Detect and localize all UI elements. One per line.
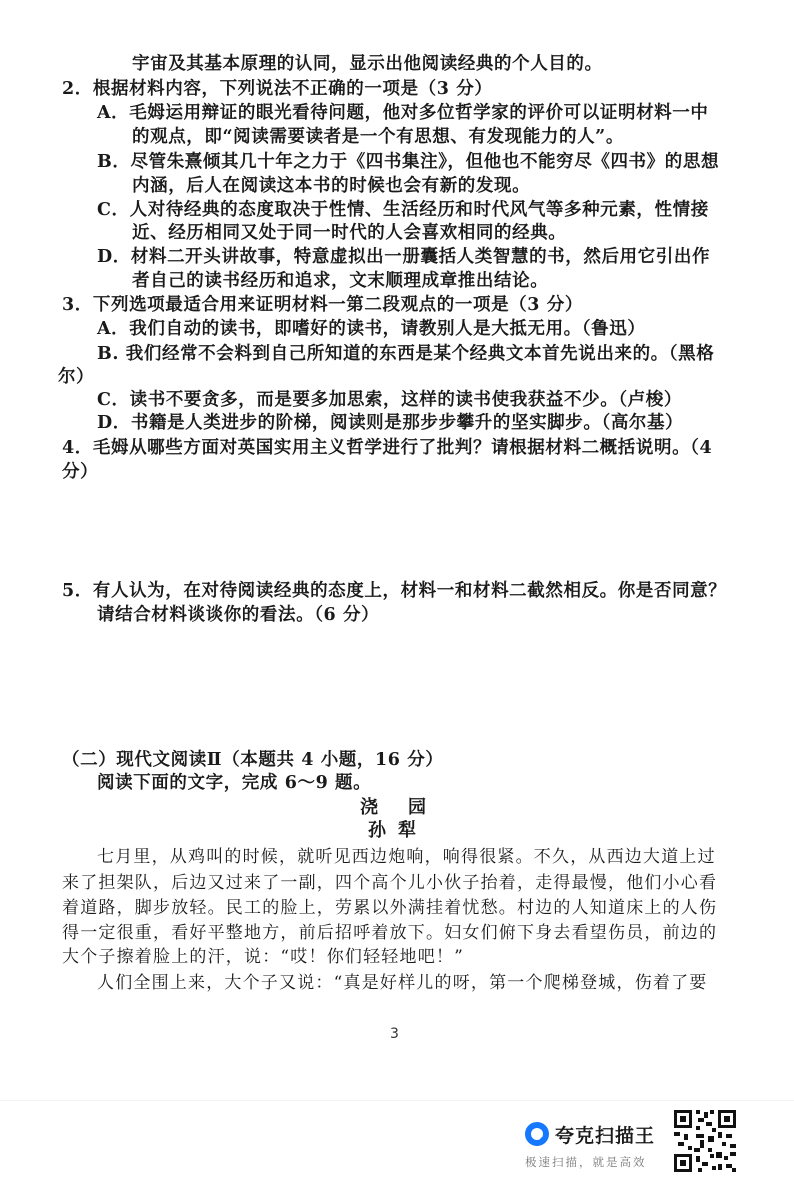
option-a: A．毛姆运用辩证的眼光看待问题，他对多位哲学家的评价可以证明材料一中 bbox=[97, 103, 709, 123]
story-line: 大个子擦着脸上的汗，说：“哎！你们轻轻地吧！” bbox=[62, 947, 464, 967]
option-c-cont: 近、经历相同又处于同一时代的人会喜欢相同的经典。 bbox=[132, 223, 567, 243]
option-c: C．读书不要贪多，而是要多加思索，这样的读书使我获益不少。（卢梭） bbox=[97, 390, 682, 410]
story-line: 着道路，脚步放轻。民工的脸上，劳累以外满挂着忧愁。村边的人知道床上的人伤 bbox=[62, 898, 718, 918]
option-b: B. 我们经常不会料到自己所知道的东西是某个经典文本首先说出来的。（黑格 bbox=[97, 344, 715, 364]
story-paragraph: 七月里，从鸡叫的时候，就听见西边炮响，响得很紧。不久，从西边大道上过 bbox=[97, 847, 716, 867]
question-5: 5．有人认为，在对待阅读经典的态度上，材料一和材料二截然相反。你是否同意？ bbox=[62, 581, 727, 601]
option-b: B．尽管朱熹倾其几十年之力于《四书集注》，但他也不能穷尽《四书》的思想 bbox=[97, 152, 720, 172]
question-4: 4．毛姆从哪些方面对英国实用主义哲学进行了批判？请根据材料二概括说明。（4 bbox=[62, 438, 713, 458]
option-a-cont: 的观点，即“阅读需要读者是一个有思想、有发现能力的人”。 bbox=[132, 127, 624, 147]
story-paragraph: 人们全围上来，大个子又说：“真是好样儿的呀，第一个爬梯登城，伤着了要 bbox=[97, 973, 708, 993]
section-heading: （二）现代文阅读Ⅱ（本题共 4 小题，16 分） bbox=[62, 750, 444, 770]
question-3: 3．下列选项最适合用来证明材料一第二段观点的一项是（3 分） bbox=[62, 295, 583, 315]
brand-name: 夸克扫描王 bbox=[555, 1125, 656, 1147]
story-line: 得一定很重，看好平整地方，前后招呼着放下。妇女们俯下身去看望伤员，前边的 bbox=[62, 923, 718, 943]
qr-code-icon[interactable] bbox=[672, 1108, 738, 1174]
question-4-cont: 分） bbox=[62, 462, 99, 482]
option-c: C．人对待经典的态度取决于性情、生活经历和时代风气等多种元素，性情接 bbox=[97, 200, 709, 220]
scanner-brand[interactable] bbox=[525, 1118, 665, 1168]
story-line: 来了担架队，后边又过来了一副，四个高个儿小伙子抬着，走得最慢，他们小心看 bbox=[62, 873, 718, 893]
option-b-cont: 内涵，后人在阅读这本书的时候也会有新的发现。 bbox=[132, 176, 531, 196]
story-title: 浇园 bbox=[360, 797, 456, 818]
quark-logo-icon bbox=[525, 1122, 549, 1146]
section-instruction: 阅读下面的文字，完成 6～9 题。 bbox=[97, 773, 372, 793]
text-line: 宇宙及其基本原理的认同，显示出他阅读经典的个人目的。 bbox=[132, 54, 603, 74]
option-d: D．材料二开头讲故事，特意虚拟出一册囊括人类智慧的书，然后用它引出作 bbox=[97, 247, 711, 267]
brand-slogan: 极速扫描，就是高效 bbox=[525, 1155, 647, 1169]
option-d: D．书籍是人类进步的阶梯，阅读则是那步步攀升的坚实脚步。（高尔基） bbox=[97, 413, 684, 433]
option-b-cont: 尔） bbox=[58, 367, 95, 387]
option-a: A．我们自动的读书，即嗜好的读书，请教别人是大抵无用。（鲁迅） bbox=[97, 319, 646, 339]
option-d-cont: 者自己的读书经历和追求，文末顺理成章推出结论。 bbox=[132, 271, 549, 291]
question-2: 2．根据材料内容，下列说法不正确的一项是（3 分） bbox=[62, 79, 493, 99]
page-number: 3 bbox=[390, 1026, 399, 1042]
question-5-cont: 请结合材料谈谈你的看法。（6 分） bbox=[97, 605, 380, 625]
story-author: 孙犁 bbox=[368, 820, 428, 841]
